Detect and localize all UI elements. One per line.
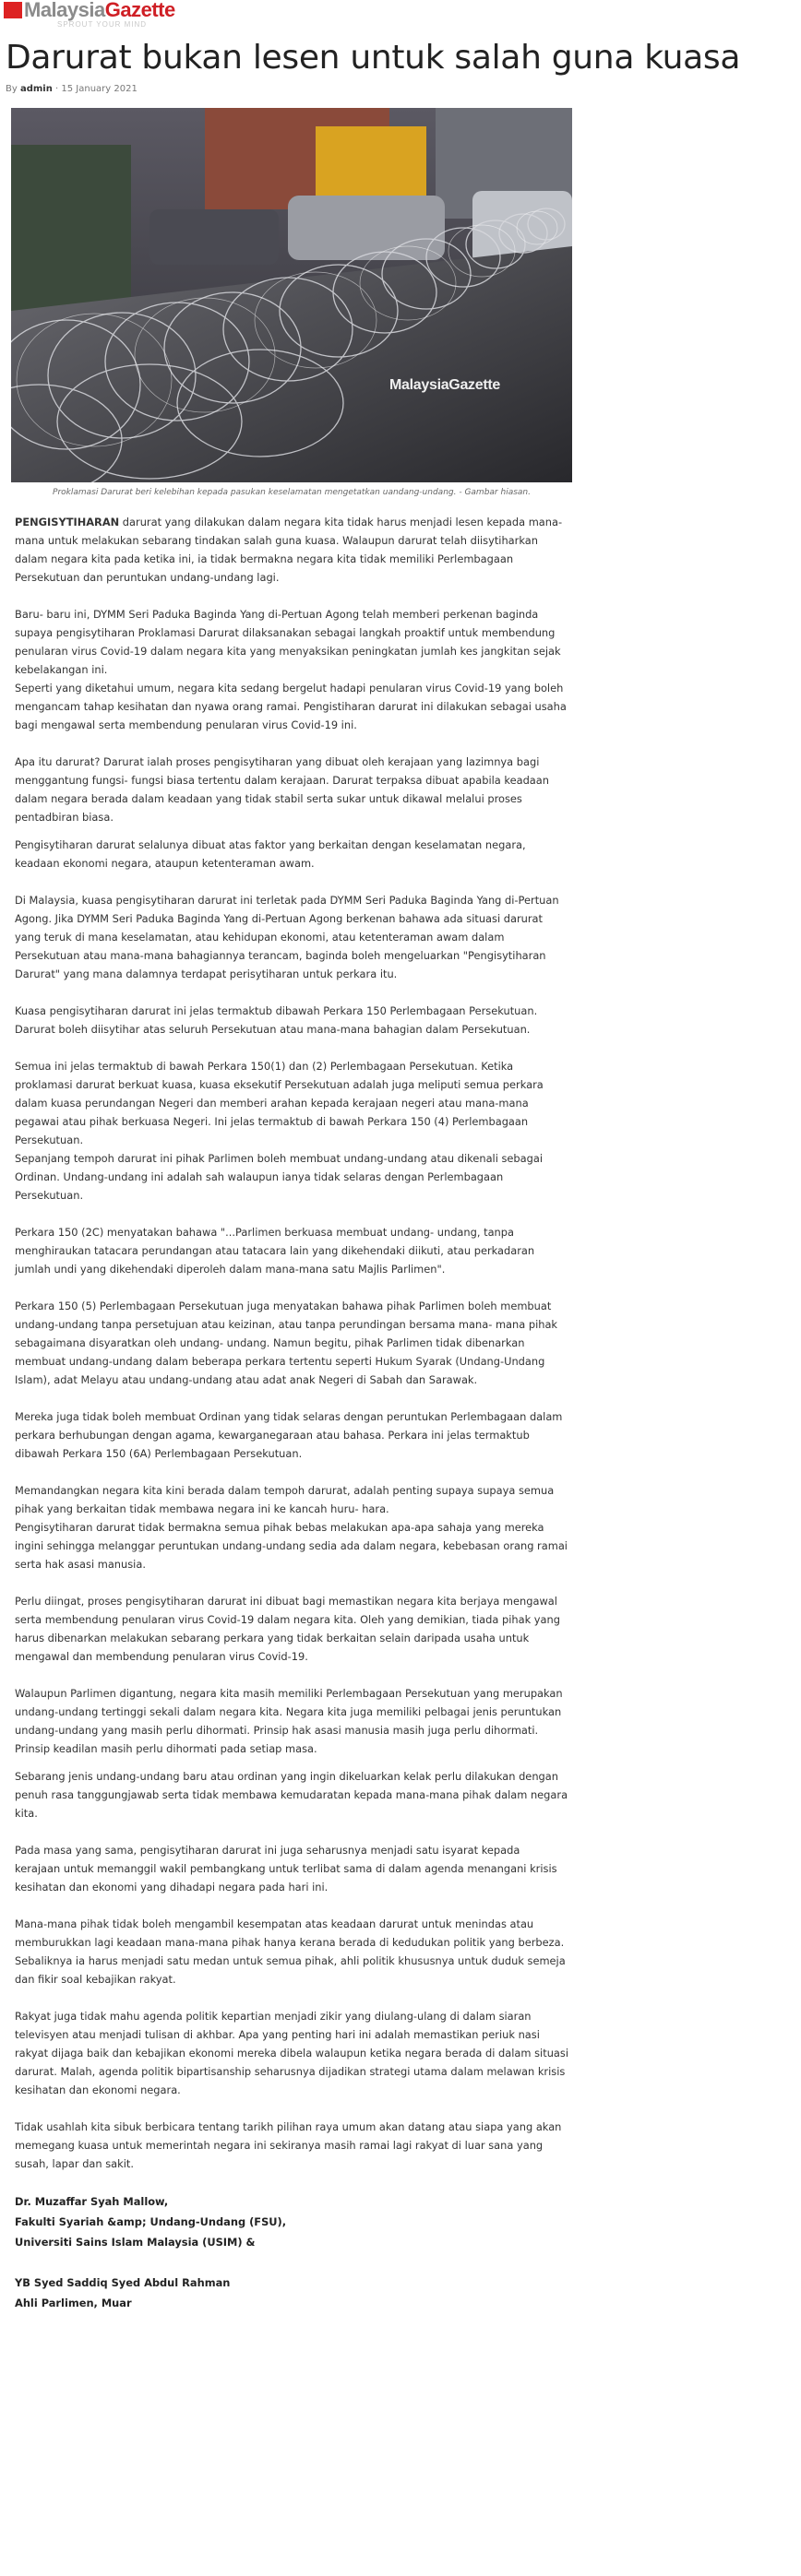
signature-spacer	[15, 2252, 568, 2273]
article-paragraph: Sebarang jenis undang-undang baru atau ordinan yang ingin dikeluarkan kelak perlu dilakukan dengan penuh rasa tanggungjawab serta tidak membawa kemudaratan kepada mana-mana pihak dalam negara kita.	[15, 1770, 568, 1820]
meta-separator: ·	[55, 84, 62, 94]
logo-mark-icon[interactable]	[4, 2, 22, 18]
article-paragraph: Mereka juga tidak boleh membuat Ordinan yang tidak selaras dengan peruntukan Perlembagaan dalam perkara berhubungan dengan agama, kewarganegaraan atau bahasa. Perkara ini jelas termaktub dibawah Perkara 150 (6A) Perlembagaan Persekutuan.	[15, 1410, 563, 1460]
barbed-wire-photo	[11, 108, 572, 482]
article-paragraph: Pengisytiharan darurat tidak bermakna semua pihak bebas melakukan apa-apa sahaja yang mereka ingini sehingga melanggar peruntukan undang-undang sedia ada dalam negara, kebebasan orang ramai serta hak asasi manusia.	[15, 1521, 568, 1571]
logo-right-text: Gazette	[104, 0, 175, 21]
article-paragraph: Rakyat juga tidak mahu agenda politik kepartian menjadi zikir yang diulang-ulang di dalam siaran televisyen atau menjadi tulisan di akhbar. Apa yang penting hari ini adalah memastikan periuk nasi rakyat dijaga baik dan kebajikan ekonomi mereka dibela walaupun ketika negara berada di dalam situasi darurat. Malah, agenda politik bipartisanship seharusnya dijadikan strategi utama dalam melawan krisis kesihatan dan ekonomi negara.	[15, 2010, 568, 2096]
article-paragraph-lead	[15, 513, 568, 587]
article-paragraph: Perkara 150 (5) Perlembagaan Persekutuan juga menyatakan bahawa pihak Parlimen boleh membuat undang-undang tanpa persetujuan atau keizinan, atau tanpa perundingan bersama mana- mana pihak sebagaimana disyaratkan oleh undang- undang. Namun begitu, pihak Parlimen tidak dibenarkan membuat undang-undang dalam beberapa perkara tertentu seperti Hukum Syarak (Undang-Undang Islam), adat Melayu atau undang-undang atau adat anak Negeri di Sabah dan Sarawak.	[15, 1300, 558, 1386]
article-paragraph: Walaupun Parlimen digantung, negara kita masih memiliki Perlembagaan Persekutuan yang merupakan undang-undang tertinggi sekali dalam negara kita. Negara kita juga memiliki pelbagai jenis peruntukan undang-undang yang masih perlu dihormati. Prinsip hak asasi manusia masih juga perlu dihormati. Prinsip keadilan masih perlu dihormati pada setiap masa.	[15, 1687, 563, 1755]
article-paragraph: Di Malaysia, kuasa pengisytiharan darurat ini terletak pada DYMM Seri Paduka Baginda Yang di-Pertuan Agong. Jika DYMM Seri Paduka Baginda Yang di-Pertuan Agong berkenan bahawa ada situasi darurat yang teruk di mana keselamatan, atau kehidupan ekonomi, atau ketenteraman awam dalam Persekutuan atau mana-mana bahagiannya terancam, baginda boleh mengeluarkan "Pengisytiharan Darurat" yang mana dalamnya terdapat perisytiharan untuk perkara itu.	[15, 894, 559, 980]
logo-tagline: SPROUT YOUR MIND	[57, 20, 148, 29]
article-paragraph: Semua ini jelas termaktub di bawah Perkara 150(1) dan (2) Perlembagaan Persekutuan. Ketika proklamasi darurat berkuat kuasa, kuasa eksekutif Persekutuan adalah juga meliputi semua perkara dalam kuasa perundangan Negeri dan memberi arahan kepada kerajaan negeri atau mana-mana pegawai atau pihak berkuasa Negeri. Ini jelas termaktub di bawah Perkara 150 (4) Perlembagaan Persekutuan.	[15, 1060, 544, 1146]
signature-line: Dr. Muzaffar Syah Mallow,	[15, 2195, 169, 2208]
byline-prefix: By	[6, 84, 18, 94]
site-header	[4, 0, 175, 33]
author-link[interactable]: admin	[19, 84, 53, 94]
article-title: Darurat bukan lesen untuk salah guna kuasa	[6, 39, 741, 77]
signature-line: Universiti Sains Islam Malaysia (USIM) &	[15, 2236, 256, 2249]
article-paragraph: Pengisytiharan darurat selalunya dibuat atas faktor yang berkaitan dengan keselamatan negara, keadaan ekonomi negara, ataupun ketenteraman awam.	[15, 838, 526, 870]
article-meta	[6, 84, 137, 94]
article-paragraph: Tidak usahlah kita sibuk berbicara tentang tarikh pilihan raya umum akan datang atau siapa yang akan memegang kuasa untuk memerintah negara ini sekiranya masih ramai lagi rakyat di luar sana yang susah, lapar dan sakit.	[15, 2120, 562, 2170]
article-paragraph: Kuasa pengisytiharan darurat ini jelas termaktub dibawah Perkara 150 Perlembagaan Persekutuan. Darurat boleh diisytihar atas seluruh Persekutuan atau mana-mana bahagian dalam Persekutuan.	[15, 1004, 538, 1036]
article-paragraph: Perkara 150 (2C) menyatakan bahawa "...Parlimen berkuasa membuat undang- undang, tanpa menghiraukan tatacara perundangan atau tatacara lain yang dikehendaki diikuti, atau perkadaran jumlah undi yang dikehendaki diperoleh dalam mana-mana satu Majlis Parlimen".	[15, 1226, 535, 1276]
signature-line: Fakulti Syariah &amp; Undang-Undang (FSU),	[15, 2215, 287, 2228]
article-body	[15, 513, 568, 2313]
lead-word: PENGISYTIHARAN	[15, 516, 120, 528]
hero-image	[11, 108, 572, 482]
article-paragraph: Perlu diingat, proses pengisytiharan darurat ini dibuat bagi memastikan negara kita berjaya mengawal serta membendung penularan virus Covid-19 dalam negara kita. Oleh yang demikian, tiada pihak yang harus dibenarkan melakukan sebarang perkara yang tidak berkaitan selain daripada usaha untuk mengawal dan membendung penularan virus Covid-19.	[15, 1595, 560, 1663]
logo-left-text: Malaysia	[24, 0, 105, 21]
article-paragraph: Memandangkan negara kita kini berada dalam tempoh darurat, adalah penting supaya supaya semua pihak yang berkaitan tidak membawa negara ini ke kancah huru- hara.	[15, 1484, 555, 1515]
article-paragraph: Sepanjang tempoh darurat ini pihak Parlimen boleh membuat undang-undang atau dikenali sebagai Ordinan. Undang-undang ini adalah sah walaupun ianya tidak selaras dengan Perlembagaan Persekutuan.	[15, 1152, 544, 1202]
article-paragraph: Mana-mana pihak tidak boleh mengambil kesempatan atas keadaan darurat untuk menindas atau memburukkan lagi keadaan mana-mana pihak hanya kerana berada di kedudukan politik yang berbeza. Sebaliknya ia harus menjadi satu medan untuk semua pihak, ahli politik khususnya untuk duduk semeja dan fikir soal kebajikan rakyat.	[15, 1917, 566, 1986]
lead-text: darurat yang dilakukan dalam negara kita tidak harus menjadi lesen kepada mana- mana untuk melakukan sebarang tindakan salah guna kuasa. Walaupun darurat telah diisytiharkan dalam negara kita pada ketika ini, ia tidak bermakna negara kita tidak memiliki Perlembagaan Persekutuan dan peruntukan undang-undang lagi.	[15, 516, 563, 584]
article-paragraph: Apa itu darurat? Darurat ialah proses pengisytiharan yang dibuat oleh kerajaan yang lazimnya bagi menggantung fungsi- fungsi biasa tertentu dalam kerajaan. Darurat terpaksa dibuat apabila keadaan dalam negara berada dalam keadaan yang tidak stabil serta sukar untuk dikawal melalui proses pentadbiran biasa.	[15, 755, 549, 824]
signature-line: YB Syed Saddiq Syed Abdul Rahman	[15, 2276, 231, 2289]
article-paragraph: Baru- baru ini, DYMM Seri Paduka Baginda Yang di-Pertuan Agong telah memberi perkenan baginda supaya pengisytiharan Proklamasi Darurat dilaksanakan sebagai langkah proaktif untuk membendung penularan virus Covid-19 dalam negara kita yang menyaksikan peningkatan jumlah kes jangkitan sejak kebelakangan ini.	[15, 608, 561, 676]
signature-line: Ahli Parlimen, Muar	[15, 2297, 132, 2309]
article-paragraph: Seperti yang diketahui umum, negara kita sedang bergelut hadapi penularan virus Covid-19 yang boleh mengancam tahap kesihatan dan nyawa orang ramai. Pengistiharan darurat ini dilakukan sebagai usaha bagi mengawal serta membendung penularan virus Covid-19 ini.	[15, 682, 567, 731]
article-paragraph: Pada masa yang sama, pengisytiharan darurat ini juga seharusnya menjadi satu isyarat kepada kerajaan untuk memanggil wakil pembangkang untuk terlibat sama di dalam agenda menangani krisis kesihatan dan ekonomi yang dihadapi negara pada hari ini.	[15, 1844, 557, 1893]
image-watermark: MalaysiaGazette	[389, 377, 501, 393]
image-caption: Proklamasi Darurat beri kelebihan kepada pasukan keselamatan mengetatkan uandang-undang. - Gambar hiasan.	[53, 488, 531, 497]
article-date: 15 January 2021	[61, 84, 137, 94]
author-signature	[15, 2191, 568, 2313]
site-logo[interactable]	[24, 0, 175, 29]
